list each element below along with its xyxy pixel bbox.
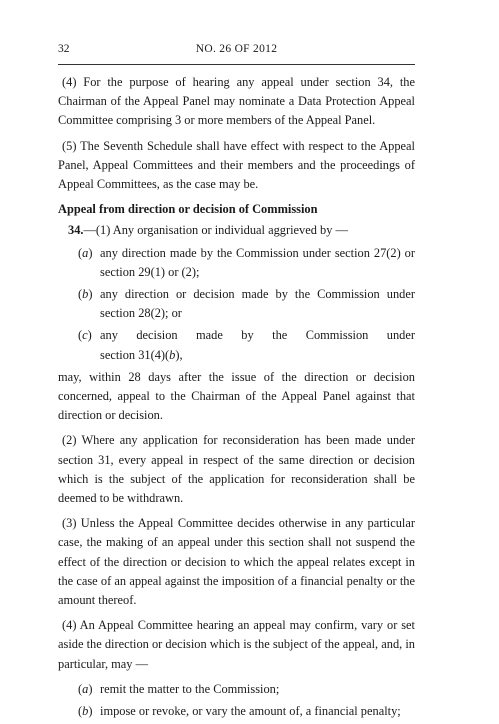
item-c: [58, 326, 415, 345]
subsection-4: (4) An Appeal Committee hearing an appeal may confirm, vary or set aside the direction or decision which is the subject of the appeal, and, in particular, may —: [58, 618, 415, 671]
after-items-text: may, within 28 days after the issue of the direction or decision concerned, appeal to the Chairman of the Appeal Panel against that direction or decision.: [58, 369, 415, 423]
item-c-continuation: section 31(4)(b),: [100, 347, 183, 362]
item-b-text: any direction or decision made by the Commission under section 28(2); or: [100, 287, 415, 321]
section-34-intro: [58, 221, 415, 240]
subsection-3: (3) Unless the Appeal Committee decides otherwise in any particular case, the making of an appeal under this section shall not suspend the effect of the direction or decision to which the appeal relates except in the case of an appeal against the imposition of a financial penalty or the amount thereof.: [58, 516, 415, 608]
section-heading: Appeal from direction or decision of Commission: [58, 202, 318, 217]
sub4-item-b-text: impose or revoke, or vary the amount of, a financial penalty;: [100, 704, 401, 719]
item-c-text-line1: any decision made by the Commission under: [100, 328, 415, 343]
sub4-item-b-label: (b): [78, 704, 93, 719]
item-a-label: (a): [78, 245, 93, 260]
item-b-label: (b): [78, 287, 93, 302]
section-number: 34.: [68, 223, 84, 238]
paragraph-5: (5) The Seventh Schedule shall have effect with respect to the Appeal Panel, Appeal Committees and their members and the proceedings of Appeal Committees, as the case may be.: [58, 138, 415, 192]
subsection-2: (2) Where any application for reconsideration has been made under section 31, every appeal in respect of the same direction or decision which is the subject of the application for reconsideration shall be deemed to be withdrawn.: [58, 433, 415, 506]
item-a-text: any direction made by the Commission under section 27(2) or section 29(1) or (2);: [100, 245, 415, 279]
document-page: [58, 0, 415, 724]
page-number: 32: [58, 43, 70, 55]
section-intro-text: —(1) Any organisation or individual aggrieved by —: [83, 223, 348, 238]
sub4-item-a-label: (a): [78, 681, 93, 696]
sub4-item-a-text: remit the matter to the Commission;: [100, 681, 280, 696]
page-header: [58, 40, 415, 60]
document-body: [58, 73, 415, 721]
sub4-item-a: [58, 680, 415, 699]
header-rule: [58, 64, 415, 65]
item-c-label: (c): [78, 328, 92, 343]
sub4-item-b: [58, 702, 415, 721]
item-b: [58, 285, 415, 323]
item-a: [58, 244, 415, 282]
paragraph-4: (4) For the purpose of hearing any appeal under section 34, the Chairman of the Appeal Panel may nominate a Data Protection Appeal Committee comprising 3 or more members of the Appeal Panel.: [58, 75, 415, 128]
running-title: NO. 26 OF 2012: [195, 43, 278, 55]
